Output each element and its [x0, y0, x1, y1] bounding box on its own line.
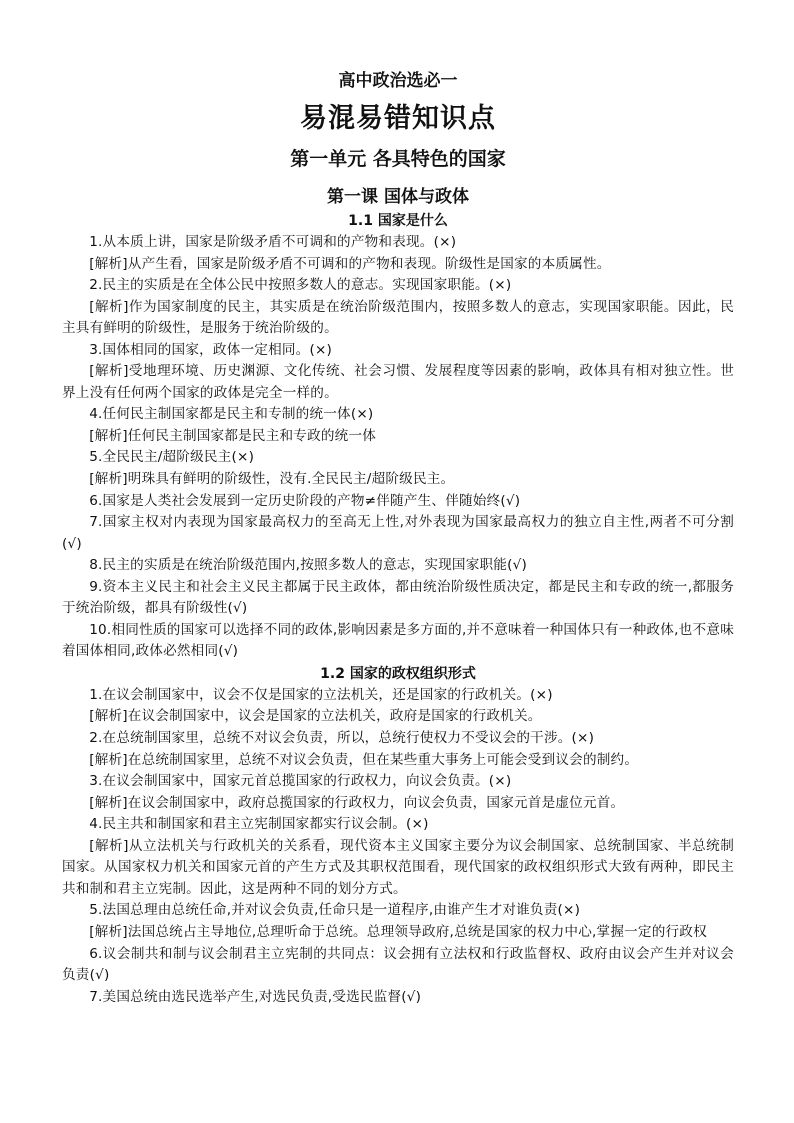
analysis-paragraph: [解析]在总统制国家里，总统不对议会负责，但在某些重大事务上可能会受到议会的制约。: [89, 751, 639, 768]
section-heading: 1.1 国家是什么: [348, 213, 448, 229]
question-paragraph: 1.从本质上讲，国家是阶级矛盾不可调和的产物和表现。(×): [89, 234, 457, 250]
question-paragraph: 3.国体相同的国家，政体一定相同。(×): [89, 341, 333, 358]
analysis-paragraph: [解析]从立法机关与行政机关的关系看，现代资本主义国家主要分为议会制国家、总统制国家、半总统制国家。从国家权力机关和国家元首的产生方式及其职权范围看，现代国家的政权组织形式大致有两种，即民主共和制和君主立宪制。因此，这是两种不同的划分方式。: [62, 837, 734, 897]
question-paragraph: 7.国家主权对内表现为国家最高权力的至高无上性,对外表现为国家最高权力的独立自主性,两者不可分割(√): [62, 514, 734, 552]
unit-title: 第一单元 各具特色的国家: [290, 148, 506, 170]
analysis-paragraph: [解析]作为国家制度的民主，其实质是在统治阶级范围内，按照多数人的意志，实现国家职能。因此，民主具有鲜明的阶级性，是服务于统治阶级的。: [62, 298, 734, 337]
question-paragraph: 4.民主共和制国家和君主立宪制国家都实行议会制。(×): [89, 816, 429, 833]
document-subject-title: 高中政治选必一: [338, 71, 458, 91]
analysis-paragraph: [解析]任何民主制国家都是民主和专政的统一体: [89, 427, 377, 444]
question-paragraph: 5.法国总理由总统任命,并对议会负责,任命只是一道程序,由谁产生才对谁负责(×): [89, 902, 581, 919]
question-paragraph: 2.在总统制国家里，总统不对议会负责，所以，总统行使权力不受议会的干涉。(×): [89, 730, 595, 747]
question-paragraph: 4.任何民主制国家都是民主和专制的统一体(×): [89, 406, 374, 423]
question-paragraph: 6.议会制共和制与议会制君主立宪制的共同点：议会拥有立法权和行政监督权、政府由议会产生并对议会负责(√): [62, 945, 734, 984]
question-paragraph: 1.在议会制国家中，议会不仅是国家的立法机关，还是国家的行政机关。(×): [89, 686, 553, 703]
question-paragraph: 6.国家是人类社会发展到一定历史阶段的产物≠伴随产生、伴随始终(√): [89, 492, 521, 509]
question-paragraph: 9.资本主义民主和社会主义民主都属于民主政体，都由统治阶级性质决定，都是民主和专政的统一,都服务于统治阶级，都具有阶级性(√): [62, 578, 734, 617]
question-paragraph: 10.相同性质的国家可以选择不同的政体,影响因素是多方面的,并不意味着一种国体只有一种政体,也不意味着国体相同,政体必然相同(√): [62, 621, 734, 660]
analysis-paragraph: [解析]明珠具有鲜明的阶级性，没有.全民民主/超阶级民主。: [89, 471, 455, 488]
question-paragraph: 2.民主的实质是在全体公民中按照多数人的意志。实现国家职能。(×): [89, 277, 512, 294]
question-paragraph: 8.民主的实质是在统治阶级范围内,按照多数人的意志，实现国家职能(√): [89, 557, 527, 574]
document-content: [62, 68, 734, 1008]
analysis-paragraph: [解析]在议会制国家中，政府总揽国家的行政权力，向议会负责，国家元首是虚位元首。: [89, 794, 625, 811]
lesson-title: 第一课 国体与政体: [327, 187, 469, 207]
document-main-title: 易混易错知识点: [300, 103, 496, 134]
section-heading: 1.2 国家的政权组织形式: [320, 665, 476, 682]
analysis-paragraph: [解析]受地理环境、历史渊源、文化传统、社会习惯、发展程度等因素的影响，政体具有相对独立性。世界上没有任何两个国家的政体是完全一样的。: [62, 363, 734, 401]
analysis-paragraph: [解析]在议会制国家中，议会是国家的立法机关，政府是国家的行政机关。: [89, 708, 542, 725]
analysis-paragraph: [解析]从产生看，国家是阶级矛盾不可调和的产物和表现。阶级性是国家的本质属性。: [89, 255, 611, 272]
question-paragraph: 5.全民民主/超阶级民主(×): [89, 449, 255, 466]
analysis-paragraph: [解析]法国总统占主导地位,总理听命于总统。总理领导政府,总统是国家的权力中心,掌握一定的行政权: [89, 923, 707, 940]
question-paragraph: 3.在议会制国家中，国家元首总揽国家的行政权力，向议会负责。(×): [89, 773, 512, 790]
question-paragraph: 7.美国总统由选民选举产生,对选民负责,受选民监督(√): [89, 988, 422, 1005]
